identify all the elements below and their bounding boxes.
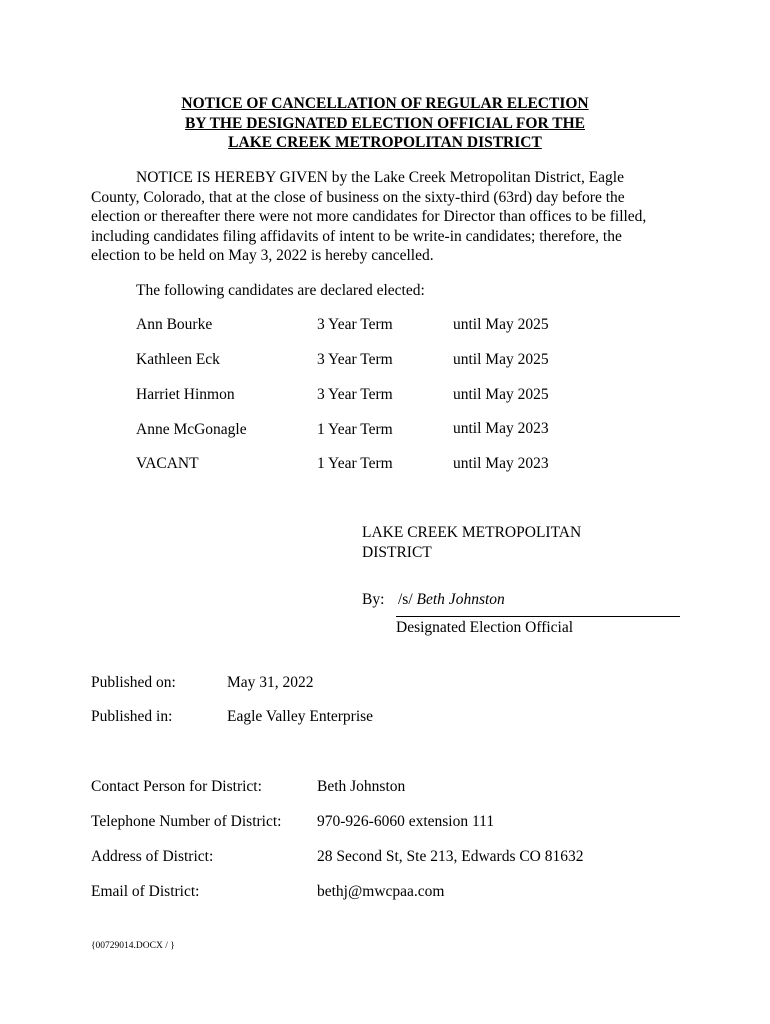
candidate-until: until May 2025 [453,316,549,333]
email-label: Email of District: [91,883,200,900]
signature-prefix: /s/ [398,591,413,608]
candidate-name: Anne McGonagle [136,421,247,438]
notice-title [0,94,770,153]
notice-line-1: NOTICE IS HEREBY GIVEN by the Lake Creek Metropolitan District, Eagle [136,169,624,186]
title-line-2: BY THE DESIGNATED ELECTION OFFICIAL FOR THE [185,114,585,132]
published-on-label: Published on: [91,674,176,691]
published-in-value: Eagle Valley Enterprise [227,708,374,725]
candidate-term: 3 Year Term [317,386,393,403]
candidate-term: 3 Year Term [317,316,393,333]
phone-value: 970-926-6060 extension 111 [317,813,495,830]
signature [398,590,505,609]
title-line-1: NOTICE OF CANCELLATION OF REGULAR ELECTION [181,95,589,112]
notice-paragraph [91,168,691,266]
candidate-until: until May 2023 [453,455,549,472]
published-on-value: May 31, 2022 [227,674,314,691]
contact-person-value: Beth Johnston [317,778,406,795]
candidate-term: 1 Year Term [317,421,393,438]
title-line-3: LAKE CREEK METROPOLITAN DISTRICT [228,134,542,151]
candidate-term: 1 Year Term [317,455,393,472]
elected-intro: The following candidates are declared elected: [136,282,425,299]
address-label: Address of District: [91,848,214,865]
address-value: 28 Second St, Ste 213, Edwards CO 81632 [317,848,584,865]
signature-name: Beth Johnston [416,591,505,608]
notice-line-2: County, Colorado, that at the close of business on the sixty-third (63rd) day before the [91,188,625,206]
email-value: bethj@mwcpaa.com [317,883,445,900]
candidate-until: until May 2025 [453,386,549,403]
candidate-until: until May 2025 [453,351,549,368]
signer-role: Designated Election Official [396,619,574,636]
candidate-term: 3 Year Term [317,351,393,368]
candidate-until: until May 2023 [453,420,549,437]
notice-line-4: including candidates filing affidavits of intent to be write-in candidates; therefore, the [91,227,622,245]
signature-line [396,616,680,617]
district-name-line-2: DISTRICT [362,544,432,561]
district-name-line-1: LAKE CREEK METROPOLITAN [362,524,582,541]
candidate-name: Kathleen Eck [136,351,220,368]
contact-person-label: Contact Person for District: [91,778,262,795]
phone-label: Telephone Number of District: [91,813,282,830]
candidate-name: VACANT [136,455,199,472]
document-footer: {00729014.DOCX / } [91,941,175,951]
by-label: By: [362,591,385,608]
notice-line-3: election or thereafter there were not more candidates for Director than offices to be filled, [91,208,647,225]
candidate-name: Ann Bourke [136,316,213,333]
published-in-label: Published in: [91,708,173,725]
notice-line-5: election to be held on May 3, 2022 is hereby cancelled. [91,247,434,264]
candidate-name: Harriet Hinmon [136,386,235,403]
